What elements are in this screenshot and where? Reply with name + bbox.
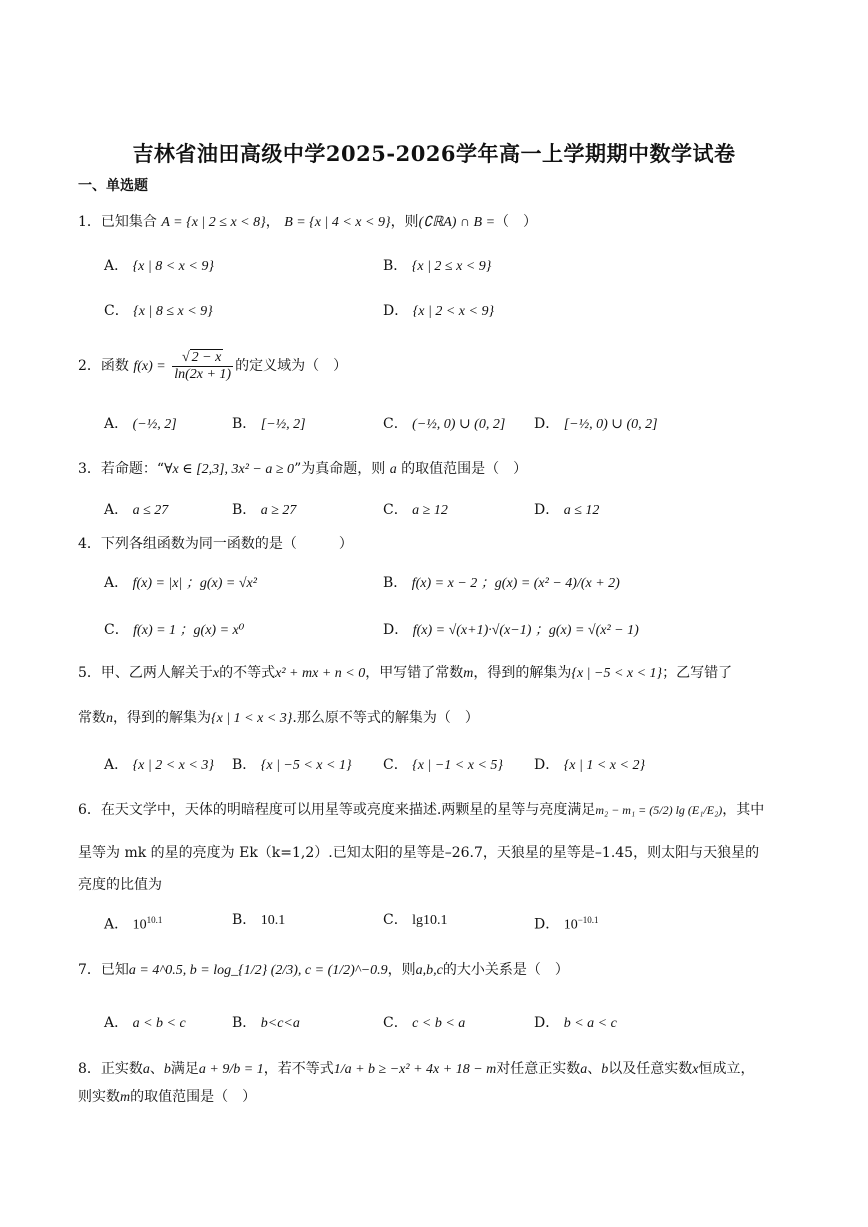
- math-expression: {x | 1 < x < 3}: [211, 711, 293, 726]
- question-text: ，则: [390, 214, 419, 230]
- math-expression: 1/a + b ≥ −x² + 4x + 18 − m: [333, 1062, 497, 1077]
- question-text: .那么原不等式的解集为（ ）: [292, 710, 479, 726]
- math-variable: x: [212, 666, 220, 681]
- option-d: [534, 500, 599, 521]
- option-b: [232, 500, 296, 521]
- question-text: ；乙写错了: [662, 665, 733, 681]
- question-4: [78, 534, 353, 554]
- option-c: [383, 500, 448, 521]
- math-expression: f(x) =: [133, 359, 166, 374]
- option-value: {x | 2 < x < 9}: [412, 304, 495, 319]
- question-5-line-1: [78, 663, 732, 684]
- option-label: A．: [104, 1015, 129, 1031]
- option-value: (−½, 2]: [132, 417, 177, 432]
- option-c: [383, 910, 448, 931]
- question-8-line-1: [78, 1059, 754, 1080]
- math-expression: (∁ℝA) ∩ B =: [418, 215, 496, 230]
- option-label: C．: [383, 912, 408, 928]
- question-1: [78, 212, 537, 233]
- question-text: 满足: [170, 1061, 199, 1077]
- math-variable: b: [601, 1062, 609, 1077]
- question-number: 1．: [78, 214, 101, 230]
- option-a: [104, 414, 177, 435]
- option-c: [383, 755, 503, 776]
- section-heading: 一、单选题: [78, 178, 148, 194]
- question-text: ”为真命题，则: [294, 461, 386, 477]
- question-number: 8．: [78, 1061, 101, 1077]
- math-variable: n: [106, 711, 113, 726]
- option-value: {x | 2 ≤ x < 9}: [411, 259, 492, 274]
- option-value: {x | 8 ≤ x < 9}: [133, 304, 213, 319]
- option-exponent: −10.1: [577, 915, 599, 925]
- question-number: 4．: [78, 536, 101, 552]
- option-value: {x | −1 < x < 5}: [412, 758, 503, 773]
- option-value: b<c<a: [260, 1016, 300, 1031]
- question-number: 6．: [78, 802, 101, 818]
- question-number: 3．: [78, 461, 101, 477]
- option-label: D．: [534, 757, 560, 773]
- question-text: 已知: [100, 962, 129, 978]
- option-d: [534, 1013, 617, 1034]
- option-value: {x | −5 < x < 1}: [260, 758, 352, 773]
- question-text: 的定义域为（ ）: [235, 358, 348, 374]
- math-expression: x² + mx + n < 0: [275, 666, 366, 681]
- option-label: B．: [383, 575, 408, 591]
- answer-blank: （ ）: [495, 214, 538, 230]
- math-variable: x: [692, 1062, 699, 1077]
- math-variable: a,b,c: [415, 963, 443, 978]
- option-a: [104, 1013, 186, 1034]
- math-variable: a: [389, 462, 397, 477]
- option-value: [−½, 0) ∪ (0, 2]: [563, 417, 658, 432]
- question-text: ，其中: [722, 802, 765, 818]
- option-c: [383, 1013, 465, 1034]
- option-b: [383, 256, 491, 277]
- question-text: 的取值范围是（ ）: [130, 1089, 257, 1105]
- option-label: D．: [534, 1015, 560, 1031]
- question-text: ，得到的解集为: [473, 665, 572, 681]
- option-d: [383, 620, 639, 641]
- option-a: [104, 256, 214, 277]
- question-6-line-1: [78, 800, 764, 820]
- punctuation: ，: [265, 214, 280, 230]
- option-exponent: 10.1: [146, 915, 163, 925]
- option-b: [383, 573, 620, 594]
- math-expression: a = 4^0.5, b = log_{1/2} (2/3), c = (1/2)^−0.9: [128, 963, 388, 978]
- math-variable: a: [580, 1062, 588, 1077]
- question-text: 甲、乙两人解关于: [100, 665, 213, 681]
- option-value: {x | 1 < x < 2}: [563, 758, 646, 773]
- question-text: 函数: [100, 358, 129, 374]
- option-label: B．: [232, 1015, 257, 1031]
- question-6-line-3: 亮度的比值为: [78, 877, 162, 893]
- option-c: [383, 414, 505, 435]
- option-value: f(x) = |x| ；g(x) = √x²: [132, 576, 257, 591]
- option-b: [232, 1013, 300, 1034]
- math-variable: b: [163, 1062, 171, 1077]
- option-value: (−½, 0) ∪ (0, 2]: [412, 417, 506, 432]
- question-text: 若命题：“: [100, 461, 165, 477]
- fraction-denominator: ln(2x + 1): [174, 367, 232, 382]
- question-text: 下列各组函数为同一函数的是（ ）: [100, 536, 353, 552]
- option-value: a ≥ 12: [412, 503, 448, 518]
- question-text: ，得到的解集为: [113, 710, 211, 726]
- option-label: D．: [383, 622, 409, 638]
- option-value: a ≥ 27: [260, 503, 297, 518]
- option-label: C．: [104, 303, 129, 319]
- math-variable: m: [120, 1090, 131, 1105]
- option-label: B．: [232, 912, 257, 928]
- option-a: [104, 573, 257, 594]
- option-label: B．: [232, 416, 257, 432]
- option-label: D．: [534, 416, 560, 432]
- question-text: ，甲写错了常数: [365, 665, 464, 681]
- option-b: [232, 414, 306, 435]
- question-text: ，则: [387, 962, 416, 978]
- math-expression: A = {x | 2 ≤ x < 8}: [161, 215, 266, 230]
- option-label: A．: [104, 502, 129, 518]
- question-text: 的不等式: [219, 665, 276, 681]
- question-number: 7．: [78, 962, 101, 978]
- option-label: D．: [534, 502, 560, 518]
- question-number: 5．: [78, 665, 101, 681]
- option-value: {x | 2 < x < 3}: [132, 758, 214, 773]
- option-value: f(x) = 1 ；g(x) = x⁰: [133, 623, 245, 638]
- option-value: 10.1: [260, 913, 286, 928]
- question-text: 正实数: [100, 1061, 143, 1077]
- option-label: A．: [104, 258, 129, 274]
- math-variable: m: [463, 666, 474, 681]
- option-label: B．: [232, 502, 257, 518]
- fraction-numerator: 2 − x: [191, 350, 222, 365]
- question-5-line-2: [78, 708, 479, 729]
- option-value: 10: [563, 917, 578, 933]
- option-d: [383, 301, 494, 322]
- question-text: ，若不等式: [263, 1061, 334, 1077]
- question-text: 常数: [78, 710, 106, 726]
- option-a: [104, 755, 214, 776]
- option-label: C．: [383, 1015, 408, 1031]
- option-b: [232, 910, 285, 931]
- option-value: {x | 8 < x < 9}: [132, 259, 214, 274]
- option-label: C．: [383, 416, 408, 432]
- question-text: 在天文学中，天体的明暗程度可以用星等或亮度来描述.两颗星的星等与亮度满足: [100, 802, 596, 818]
- option-value: a ≤ 27: [132, 503, 169, 518]
- option-d: [534, 910, 599, 936]
- option-label: C．: [383, 757, 408, 773]
- option-label: C．: [383, 502, 408, 518]
- math-expression: m₂ − m₁ = (5/2) lg (E₁/E₂): [595, 803, 723, 817]
- math-expression: ∀x ∈ [2,3], 3x² − a ≥ 0: [164, 462, 295, 477]
- question-2: [78, 348, 347, 385]
- option-label: D．: [534, 916, 560, 933]
- question-text: 的取值范围是（ ）: [401, 461, 528, 477]
- option-label: A．: [104, 757, 129, 773]
- option-d: [534, 414, 658, 435]
- question-6-line-2: 星等为 mk 的星的亮度为 Ek（k=1,2）.已知太阳的星等是–26.7，天狼星的星等是–1.45，则太阳与天狼星的: [78, 845, 760, 861]
- question-text: 的大小关系是（ ）: [442, 962, 569, 978]
- option-value: a ≤ 12: [563, 503, 600, 518]
- punctuation: 、: [149, 1061, 164, 1077]
- page-title: 吉林省油田高级中学2025-2026学年高一上学期期中数学试卷: [132, 141, 736, 166]
- fraction: $\frac{√ 2 - x}{\ln(2x + 1)}$: [174, 350, 232, 382]
- question-text: 以及任意实数: [608, 1061, 693, 1077]
- option-label: D．: [383, 303, 409, 319]
- option-value: c < b < a: [412, 1016, 466, 1031]
- punctuation: 、: [587, 1061, 602, 1077]
- option-c: [104, 620, 244, 641]
- question-text: 则实数: [78, 1089, 120, 1105]
- option-value: a < b < c: [132, 1016, 186, 1031]
- option-label: A．: [104, 575, 129, 591]
- option-c: [104, 301, 213, 322]
- math-expression: B = {x | 4 < x < 9}: [284, 215, 391, 230]
- option-d: [534, 755, 645, 776]
- option-value: 10: [132, 917, 147, 933]
- option-label: A．: [104, 416, 129, 432]
- option-a: [104, 910, 162, 936]
- question-8-line-2: [78, 1087, 256, 1108]
- option-value: f(x) = x − 2 ；g(x) = (x² − 4)/(x + 2): [411, 576, 620, 591]
- math-expression: {x | −5 < x < 1}: [571, 666, 663, 681]
- option-label: C．: [104, 622, 129, 638]
- question-number: 2．: [78, 358, 101, 374]
- option-value: b < a < c: [563, 1016, 617, 1031]
- math-expression: a + 9/b = 1: [198, 1062, 264, 1077]
- option-a: [104, 500, 168, 521]
- question-7: [78, 960, 569, 981]
- option-label: A．: [104, 916, 129, 933]
- option-value: f(x) = √(x+1)·√(x−1) ；g(x) = √(x² − 1): [412, 623, 639, 638]
- question-text: 已知集合: [100, 214, 157, 230]
- question-text: 对任意正实数: [496, 1061, 581, 1077]
- question-3: [78, 459, 527, 480]
- option-value: [−½, 2]: [260, 417, 306, 432]
- option-value: lg10.1: [412, 913, 448, 928]
- option-b: [232, 755, 352, 776]
- option-label: B．: [383, 258, 408, 274]
- math-variable: a: [142, 1062, 150, 1077]
- question-text: 恒成立，: [698, 1061, 755, 1077]
- option-label: B．: [232, 757, 257, 773]
